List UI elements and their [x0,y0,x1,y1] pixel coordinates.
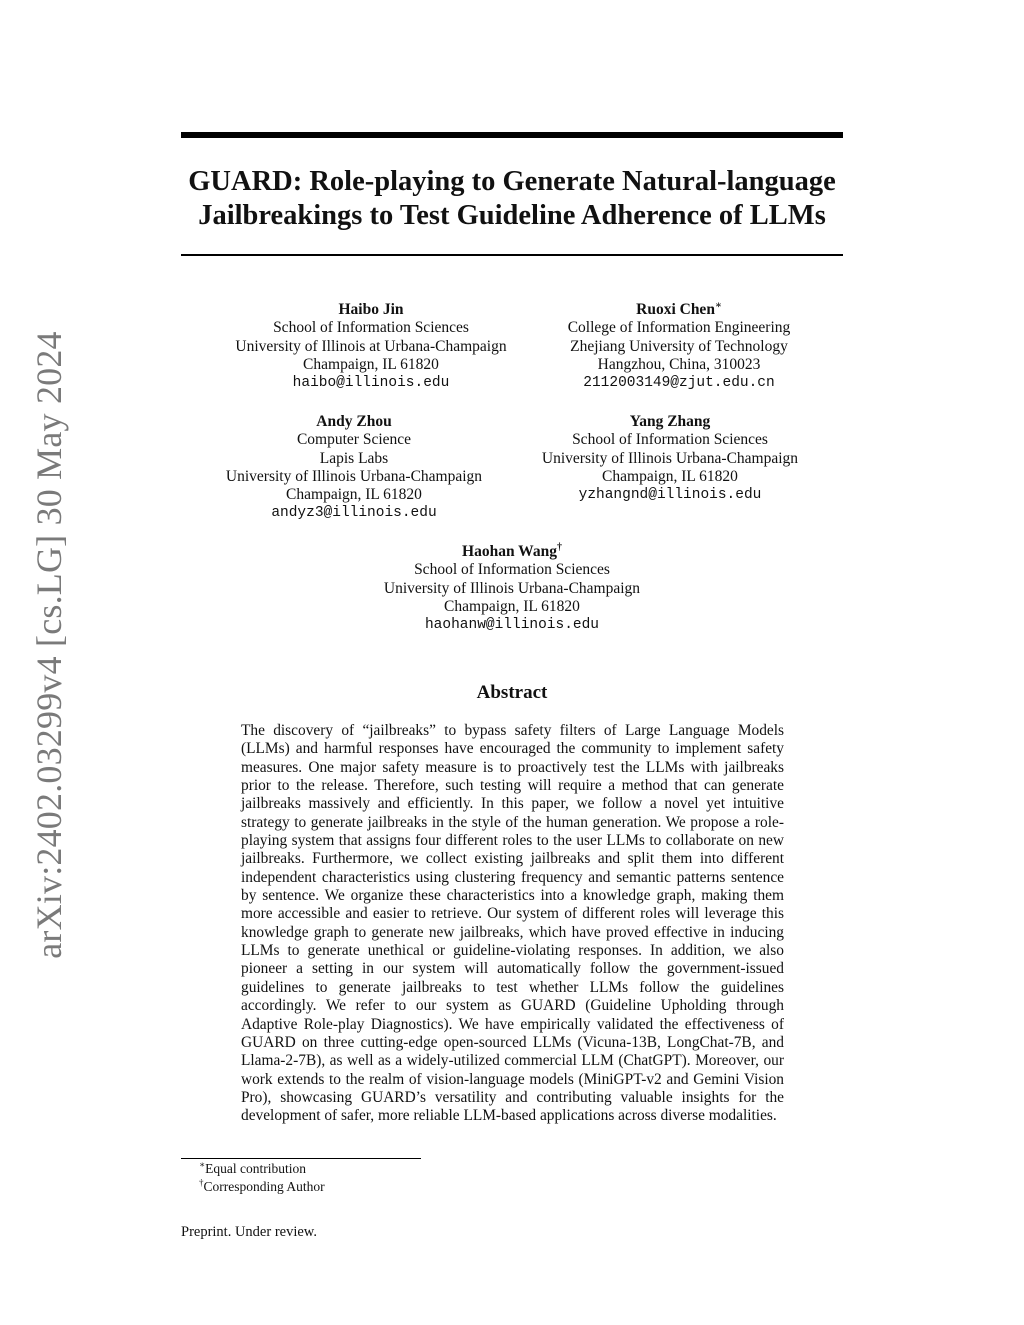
abstract-body: The discovery of “jailbreaks” to bypass safety filters of Large Language Models (LLMs) and harmful responses have encouraged the community to implement safety measures. One major safety measure is to proactively test the LLMs with jailbreaks prior to the release. Therefore, such testing will require a method that can generate jailbreaks massively and efficiently. In this paper, we follow a novel yet intuitive strategy to generate jailbreaks in the style of the human generation. We propose a role-playing system that assigns four different roles to the user LLMs to collaborate on new jailbreaks. Furthermore, we collect existing jailbreaks and split them into different independent characteristics using clustering frequency and semantic patterns sentence by sentence. We organize these characteristics into a knowledge graph, making them more accessible and easier to retrieve. Our system of different roles will leverage this knowledge graph to generate new jailbreaks, which have proved effective in inducing LLMs to generate unethical or guideline-violating responses. In addition, we also pioneer a setting in our system will automatically follow the government-issued guidelines to generate jailbreaks to test whether LLMs follow the guidelines accordingly. We refer to our system as GUARD (Guideline Upholding through Adaptive Role-play Diagnostics). We have empirically validated the effectiveness of GUARD on three cutting-edge open-sourced LLMs (Vicuna-13B, LongChat-7B, and Llama-2-7B), as well as a widely-utilized commercial LLM (ChatGPT). Moreover, our work extends to the realm of vision-language models (MiniGPT-v2 and Gemini Vision Pro), showcasing GUARD’s versatility and contributing valuable insights for the development of safer, more reliable LLM-based applications across diverse modalities. [241,722,784,1125]
author-affiliation: Computer Science [296,431,412,449]
author-email[interactable]: 2112003149@zjut.edu.cn [583,375,775,392]
author-email[interactable]: haohanw@illinois.edu [424,617,600,634]
author-email[interactable]: yzhangnd@illinois.edu [578,487,762,504]
author-email[interactable]: andyz3@illinois.edu [271,505,437,522]
title-bottom-rule [181,254,843,256]
footnote-text: Equal contribution [205,1161,306,1176]
author-name-line [509,301,849,319]
author-name-line [342,543,682,561]
author-affiliation: University of Illinois at Urbana-Champaign [235,337,507,355]
author-affiliation: School of Information Sciences [414,561,610,579]
footnote-mark: † [199,1177,204,1188]
author-block-ruoxi-chen [509,301,849,392]
author-name: Andy Zhou [316,413,392,430]
author-block-yang-zhang [500,413,840,504]
author-name: Ruoxi Chen [636,301,715,318]
author-block-andy-zhou [184,413,524,523]
author-affiliation: Champaign, IL 61820 [303,355,439,373]
author-affiliation: Champaign, IL 61820 [286,486,422,504]
arxiv-identifier-stamp: arXiv:2402.03299v4 [cs.LG] 30 May 2024 [29,331,69,959]
footnote-mark: ∗ [199,1159,206,1170]
footnote-corresponding-author [199,1179,325,1195]
author-block-haohan-wang [342,543,682,634]
author-affiliation: University of Illinois Urbana-Champaign [383,579,641,597]
author-affiliation: Hangzhou, China, 310023 [597,355,761,373]
paper-title [160,165,864,233]
author-name: Yang Zhang [629,413,711,430]
author-name: Haibo Jin [338,301,404,318]
author-affiliation: Zhejiang University of Technology [570,337,788,355]
title-top-rule [181,132,843,138]
preprint-note: Preprint. Under review. [181,1224,317,1240]
abstract-heading: Abstract [476,682,548,703]
footnote-rule [181,1158,421,1159]
title-line-2: Jailbreakings to Test Guideline Adherence of LLMs [198,200,826,231]
author-affiliation: Champaign, IL 61820 [602,467,738,485]
author-affiliation: College of Information Engineering [567,319,791,337]
author-affiliation: University of Illinois Urbana-Champaign [541,449,799,467]
author-affiliation: School of Information Sciences [572,431,768,449]
footnote-text: Corresponding Author [203,1179,325,1194]
title-line-1: GUARD: Role-playing to Generate Natural-language [188,166,836,197]
author-block-haibo-jin [201,301,541,392]
author-affiliation: School of Information Sciences [273,319,469,337]
author-affiliation: Lapis Labs [319,449,389,467]
author-affiliation: University of Illinois Urbana-Champaign [225,467,483,485]
author-name: Haohan Wang [462,543,557,560]
author-footnote-mark: † [556,541,562,553]
footnote-equal-contribution [199,1161,306,1177]
author-email[interactable]: haibo@illinois.edu [292,375,450,392]
author-affiliation: Champaign, IL 61820 [444,597,580,615]
author-footnote-mark: ∗ [714,299,722,311]
